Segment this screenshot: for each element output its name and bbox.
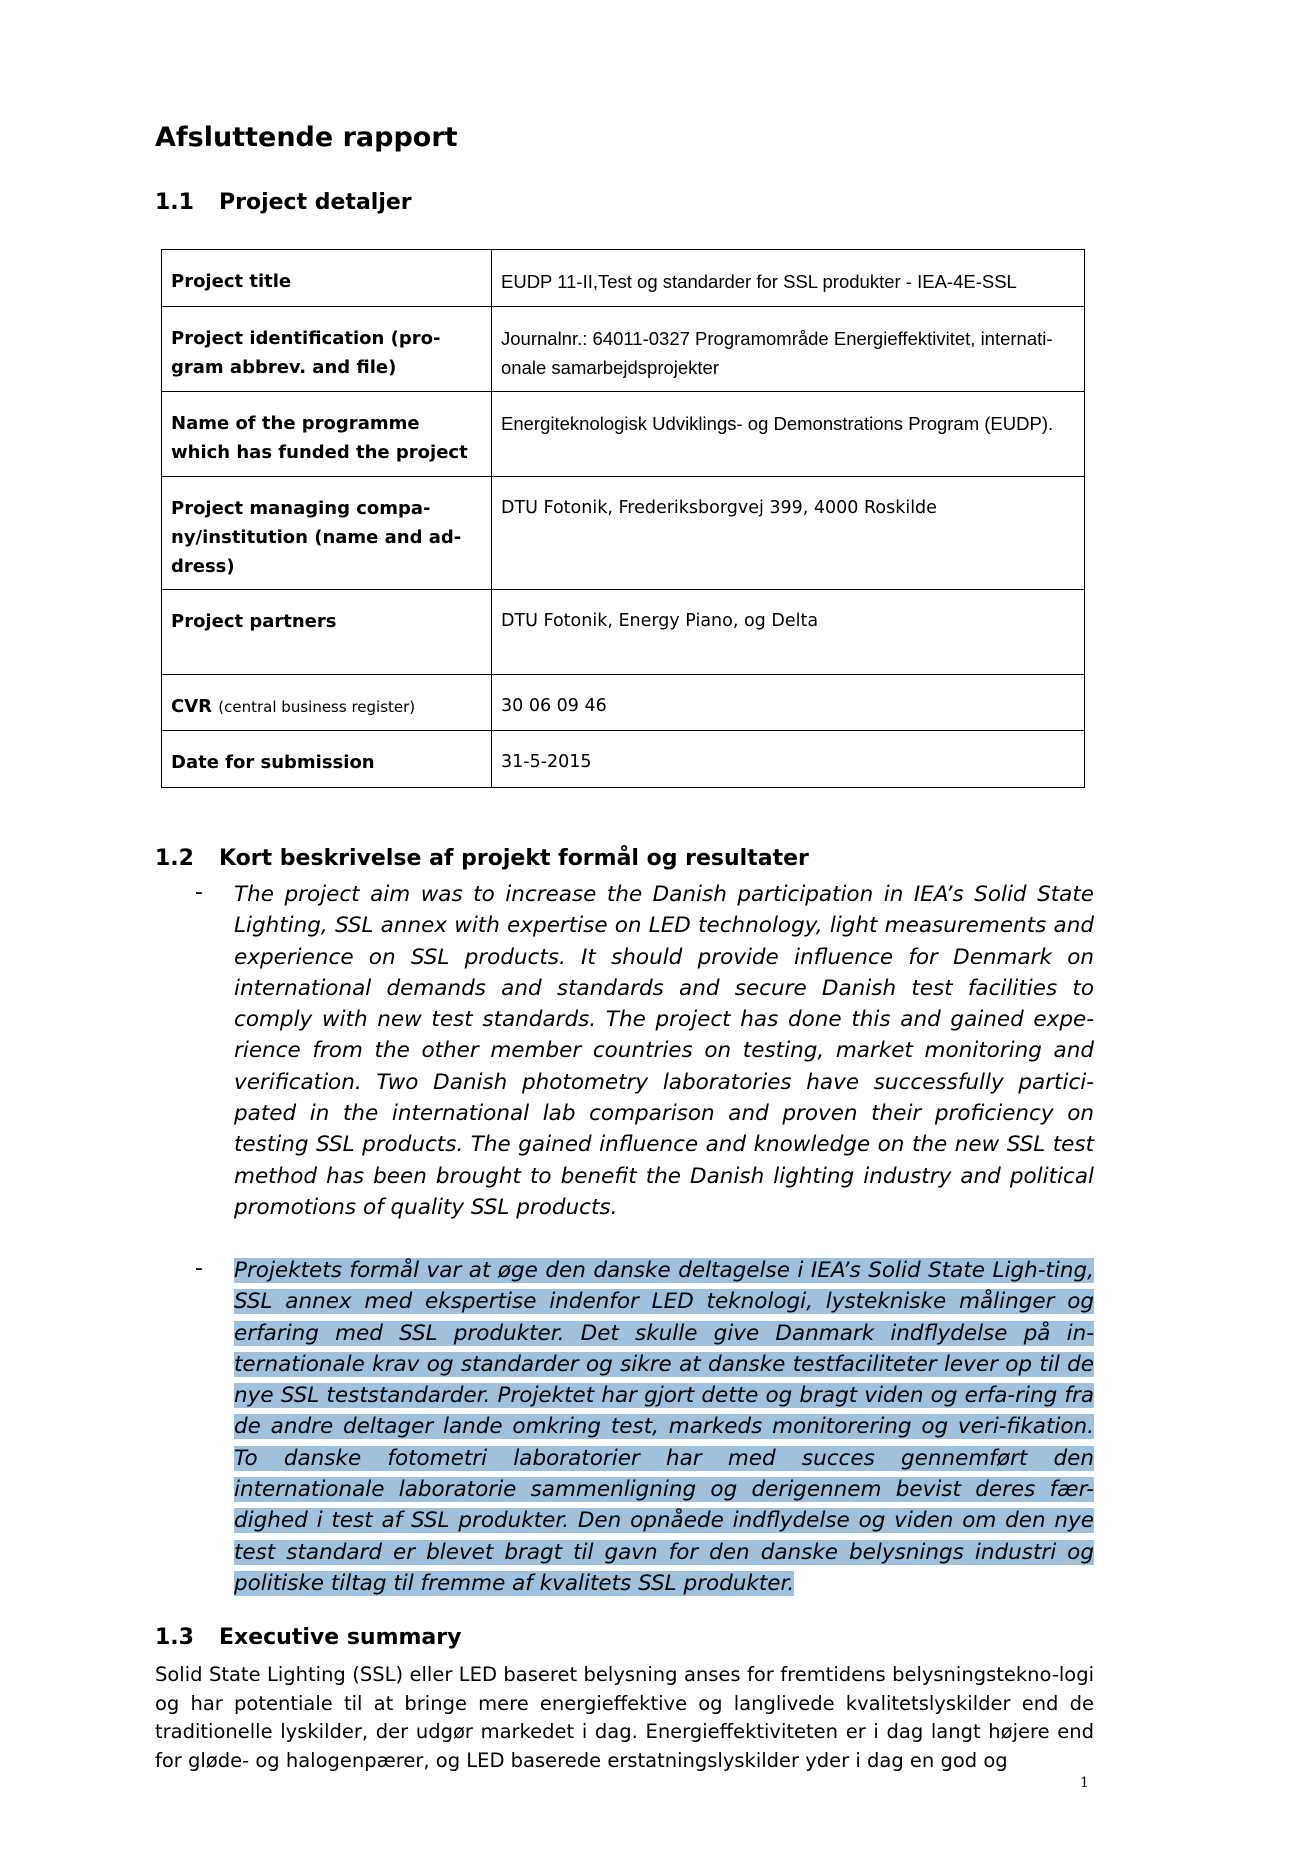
section-heading-1-1 (155, 190, 412, 215)
section-heading-1-2 (155, 846, 809, 871)
section-title: Executive summary (219, 1625, 462, 1650)
row-value: Journalnr.: 64011-0327 Programområde Energieffektivitet, internati-onale samarbejdsprojekter (492, 307, 1085, 392)
section-heading-1-3 (155, 1625, 461, 1650)
table-row (162, 731, 1085, 788)
row-value: 31-5-2015 (492, 731, 1085, 788)
bullet-paragraph-english: The project aim was to increase the Danish participation in IEA’s Solid State Lighting, SSL annex with expertise on LED technology, light measurements and experience on SSL products. It should provide influence for Denmark on international demands and standards and secure Danish test facilities to comply with new test standards. The project has done this and gained expe-rience from the other member countries on testing, market monitoring and verification. Two Danish photometry laboratories have successfully partici-pated in the international lab comparison and proven their proficiency on testing SSL products. The gained influence and knowledge on the new SSL test method has been brought to benefit the Danish lighting industry and political promotions of quality SSL products. (234, 882, 1094, 1220)
row-value: 30 06 09 46 (492, 675, 1085, 731)
table-row (162, 250, 1085, 307)
table-row (162, 392, 1085, 477)
row-label: Project managing compa-ny/institution (name and ad-dress) (162, 477, 492, 590)
section-title: Project detaljer (219, 190, 412, 215)
document-title: Afsluttende rapport (155, 122, 458, 153)
bullet-marker: - (195, 1256, 203, 1281)
section-number: 1.1 (155, 190, 194, 215)
row-label: Project identification (pro-gram abbrev. and file) (162, 307, 492, 392)
row-label: Project partners (162, 590, 492, 675)
row-value: Energiteknologisk Udviklings- og Demonstrations Program (EUDP). (492, 392, 1085, 477)
table-row (162, 307, 1085, 392)
section-number: 1.2 (155, 846, 194, 871)
project-details-table (161, 249, 1085, 788)
row-label: Project title (162, 250, 492, 307)
label-note: (central business register) (218, 698, 416, 716)
row-label: Name of the programme which has funded the project (162, 392, 492, 477)
row-label (162, 675, 492, 731)
row-value: DTU Fotonik, Frederiksborgvej 399, 4000 Roskilde (492, 477, 1085, 590)
row-value: EUDP 11-II,Test og standarder for SSL produkter - IEA-4E-SSL (492, 250, 1085, 307)
table-row (162, 590, 1085, 675)
highlighted-selection: Projektets formål var at øge den danske deltagelse i IEA’s Solid State Ligh-ting, SSL annex med ekspertise indenfor LED teknologi, lystekniske målinger og erfaring med SSL produkter. Det skulle give Danmark indflydelse på in-ternationale krav og standarder og sikre at danske testfaciliteter lever op til de nye SSL teststandarder. Projektet har gjort dette og bragt viden og erfa-ring fra de andre deltager lande omkring test, markeds monitorering og veri-fikation. To danske fotometri laboratorier har med succes gennemført den internationale laboratorie sammenligning og derigennem bevist deres fær-dighed i test af SSL produkter. Den opnåede indflydelse og viden om den nye test standard er blevet bragt til gavn for den danske belysnings industri og politiske tiltag til fremme af kvalitets SSL produkter. (234, 1258, 1094, 1596)
row-value: DTU Fotonik, Energy Piano, og Delta (492, 590, 1085, 675)
label-text: CVR (171, 696, 213, 717)
page-number: 1 (1080, 1775, 1089, 1791)
bullet-marker: - (195, 880, 203, 905)
table-row (162, 477, 1085, 590)
section-number: 1.3 (155, 1625, 194, 1650)
table-row (162, 675, 1085, 731)
row-label: Date for submission (162, 731, 492, 788)
executive-summary-text: Solid State Lighting (SSL) eller LED baseret belysning anses for fremtidens belysningstekno-logi og har potentiale til at bringe mere energieffektive og langlivede kvalitetslyskilder end de traditionelle lyskilder, der udgør markedet i dag. Energieffektiviteten er i dag langt højere end for gløde- og halogenpærer, og LED baserede erstatningslyskilder yder i dag en god og (155, 1663, 1094, 1772)
section-title: Kort beskrivelse af projekt formål og resultater (219, 846, 809, 871)
bullet-paragraph-danish-highlighted[interactable] (234, 1255, 1094, 1599)
